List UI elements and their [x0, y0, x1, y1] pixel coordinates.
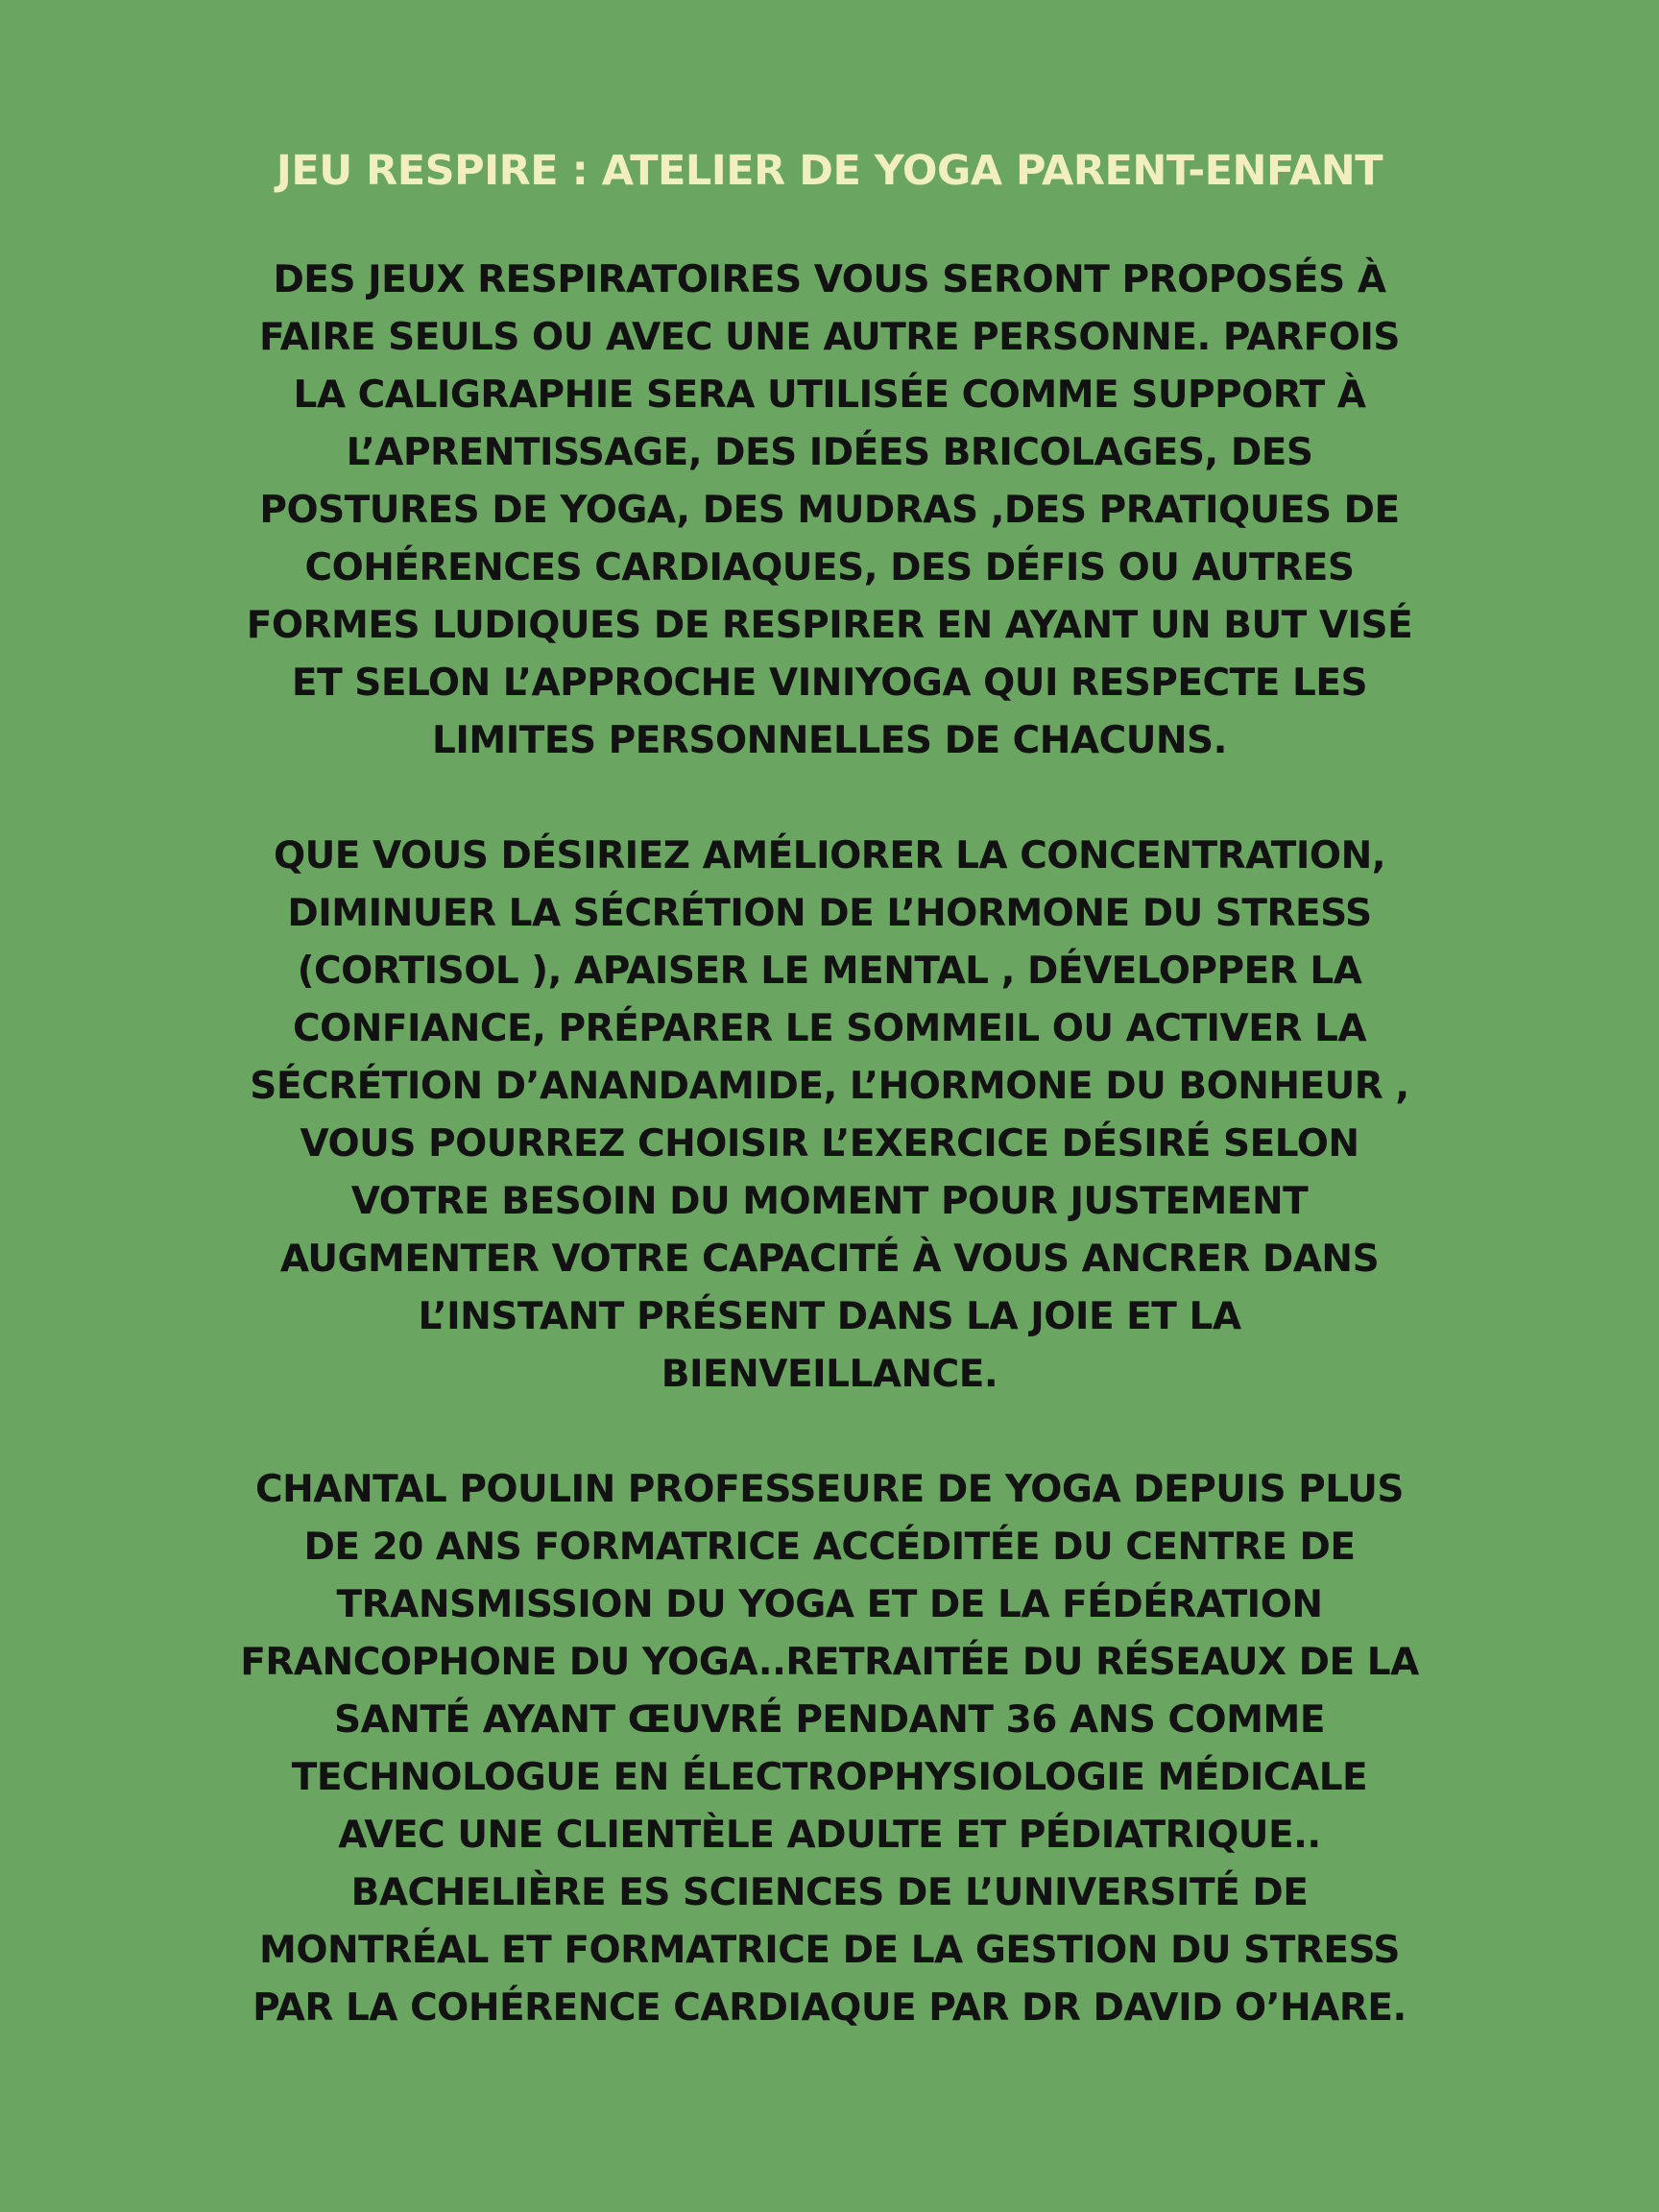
- text-line: SÉCRÉTION D’ANANDAMIDE, L’HORMONE DU BONHEUR ,: [250, 1065, 1409, 1108]
- text-line: ET SELON L’APPROCHE VINIYOGA QUI RESPECTE LES: [291, 661, 1368, 705]
- text-line: FRANCOPHONE DU YOGA..RETRAITÉE DU RÉSEAUX DE LA: [240, 1641, 1419, 1684]
- text-line: FAIRE SEULS OU AVEC UNE AUTRE PERSONNE. PARFOIS: [259, 316, 1400, 359]
- text-line: POSTURES DE YOGA, DES MUDRAS ,DES PRATIQUES DE: [259, 489, 1400, 532]
- text-line: LIMITES PERSONNELLES DE CHACUNS.: [432, 719, 1227, 762]
- text-line: CONFIANCE, PRÉPARER LE SOMMEIL OU ACTIVER LA: [292, 1007, 1367, 1050]
- text-line: TECHNOLOGUE EN ÉLECTROPHYSIOLOGIE MÉDICALE: [291, 1756, 1368, 1799]
- text-line: TRANSMISSION DU YOGA ET DE LA FÉDÉRATION: [336, 1583, 1323, 1626]
- text-line: QUE VOUS DÉSIRIEZ AMÉLIORER LA CONCENTRATION,: [273, 834, 1386, 878]
- text-line: BIENVEILLANCE.: [661, 1353, 998, 1396]
- text-line: AVEC UNE CLIENTÈLE ADULTE ET PÉDIATRIQUE..: [338, 1814, 1321, 1857]
- text-line: DES JEUX RESPIRATOIRES VOUS SERONT PROPOSÉS À: [273, 258, 1386, 301]
- text-line: FORMES LUDIQUES DE RESPIRER EN AYANT UN BUT VISÉ: [246, 604, 1413, 647]
- paragraph-benefits: [173, 828, 1486, 1404]
- text-line: LA CALIGRAPHIE SERA UTILISÉE COMME SUPPORT À: [293, 373, 1366, 417]
- text-line: CHANTAL POULIN PROFESSEURE DE YOGA DEPUIS PLUS: [255, 1468, 1404, 1511]
- text-line: BACHELIÈRE ES SCIENCES DE L’UNIVERSITÉ DE: [350, 1871, 1309, 1914]
- text-line: DIMINUER LA SÉCRÉTION DE L’HORMONE DU STRESS: [287, 892, 1372, 935]
- paragraph-activities: [173, 252, 1486, 770]
- text-line: VOTRE BESOIN DU MOMENT POUR JUSTEMENT: [350, 1180, 1309, 1223]
- text-line: L’APRENTISSAGE, DES IDÉES BRICOLAGES, DES: [346, 431, 1313, 474]
- text-line: DE 20 ANS FORMATRICE ACCÉDITÉE DU CENTRE DE: [303, 1526, 1356, 1569]
- text-line: (CORTISOL ), APAISER LE MENTAL , DÉVELOPPER LA: [297, 950, 1362, 993]
- text-line: L’INSTANT PRÉSENT DANS LA JOIE ET LA: [418, 1295, 1241, 1338]
- paragraph-instructor-bio: [173, 1461, 1486, 2037]
- text-line: MONTRÉAL ET FORMATRICE DE LA GESTION DU STRESS: [259, 1929, 1400, 1972]
- text-line: COHÉRENCES CARDIAQUES, DES DÉFIS OU AUTRES: [304, 546, 1355, 589]
- paragraph-spacer: [173, 1404, 1486, 1461]
- text-line: SANTÉ AYANT ŒUVRÉ PENDANT 36 ANS COMME: [334, 1698, 1325, 1742]
- page-title: JEU RESPIRE : ATELIER DE YOGA PARENT-ENFANT: [276, 147, 1383, 195]
- text-line: AUGMENTER VOTRE CAPACITÉ À VOUS ANCRER DANS: [279, 1238, 1380, 1281]
- text-line: PAR LA COHÉRENCE CARDIAQUE PAR DR DAVID O’HARE.: [252, 1986, 1407, 2030]
- flyer-content: [173, 146, 1486, 2037]
- text-line: VOUS POURREZ CHOISIR L’EXERCICE DÉSIRÉ SELON: [300, 1122, 1359, 1166]
- paragraph-spacer: [173, 770, 1486, 828]
